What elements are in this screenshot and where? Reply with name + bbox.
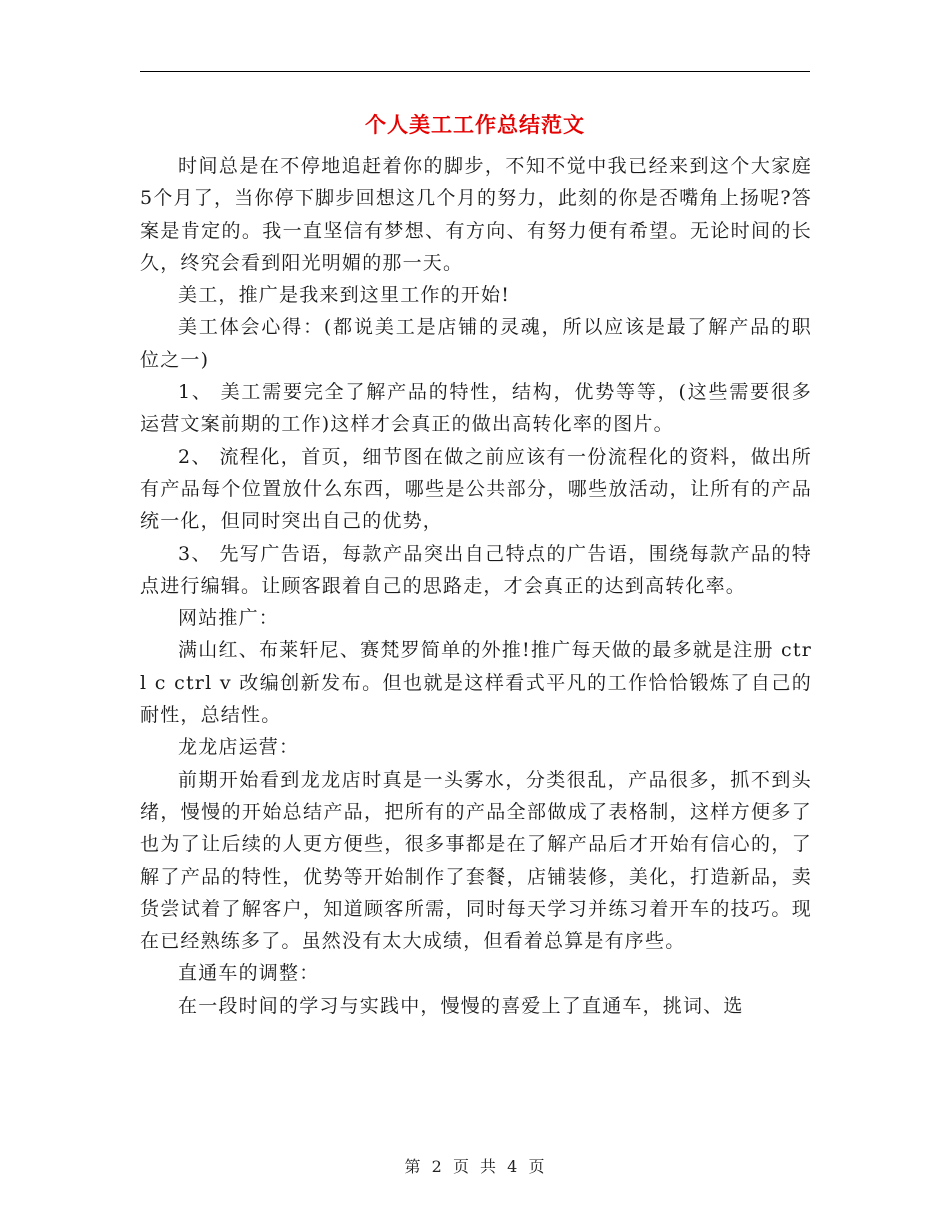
paragraph: 时间总是在不停地追赶着你的脚步，不知不觉中我已经来到这个大家庭5个月了，当你停下脚步回想这几个月的努力，此刻的你是否嘴角上扬呢?答案是肯定的。我一直坚信有梦想、有方向、有努力便有希望。无论时间的长久，终究会看到阳光明媚的那一天。	[140, 155, 812, 274]
paragraph: 美工体会心得：(都说美工是店铺的灵魂，所以应该是最了解产品的职位之一)	[140, 316, 812, 371]
paragraph: 3、 先写广告语，每款产品突出自己特点的广告语，围绕每款产品的特点进行编辑。让顾客跟着自己的思路走，才会真正的达到高转化率。	[140, 542, 812, 597]
section-heading: 直通车的调整：	[178, 962, 320, 985]
current-page-number: 2	[431, 1157, 443, 1176]
paragraph: 在一段时间的学习与实践中，慢慢的喜爱上了直通车，挑词、选	[178, 994, 744, 1017]
paragraph: 1、 美工需要完全了解产品的特性，结构，优势等等，(这些需要很多运营文案前期的工作)这样才会真正的做出高转化率的图片。	[140, 381, 812, 436]
footer-total-prefix: 共	[480, 1157, 498, 1176]
header-rule	[140, 71, 810, 72]
page-footer	[0, 1154, 950, 1177]
paragraph: 2、 流程化，首页，细节图在做之前应该有一份流程化的资料，做出所有产品每个位置放什么东西，哪些是公共部分，哪些放活动，让所有的产品统一化，但同时突出自己的优势，	[140, 445, 812, 533]
paragraph: 美工，推广是我来到这里工作的开始!	[178, 284, 511, 307]
section-heading: 网站推广：	[178, 607, 280, 630]
footer-total-unit: 页	[528, 1157, 546, 1176]
total-pages-number: 4	[507, 1157, 519, 1176]
section-heading: 龙龙店运营：	[178, 736, 300, 759]
document-body	[140, 150, 812, 1022]
paragraph: 满山红、布莱轩尼、赛梵罗简单的外推!推广每天做的最多就是注册 ctrl c ctrl v 改编创新发布。但也就是这样看式平凡的工作恰恰锻炼了自己的耐性，总结性。	[140, 639, 812, 727]
footer-page-unit: 页	[452, 1157, 470, 1176]
document-title: 个人美工工作总结范文	[365, 112, 585, 137]
paragraph: 前期开始看到龙龙店时真是一头雾水，分类很乱，产品很多，抓不到头绪，慢慢的开始总结产品，把所有的产品全部做成了表格制，这样方便多了也为了让后续的人更方便些，很多事都是在了解产品后才开始有信心的，了解了产品的特性，优势等开始制作了套餐，店铺装修，美化，打造新品，卖货尝试着了解客户，知道顾客所需，同时每天学习并练习着开车的技巧。现在已经熟练多了。虽然没有太大成绩，但看着总算是有序些。	[140, 768, 812, 953]
footer-prefix: 第	[404, 1157, 422, 1176]
